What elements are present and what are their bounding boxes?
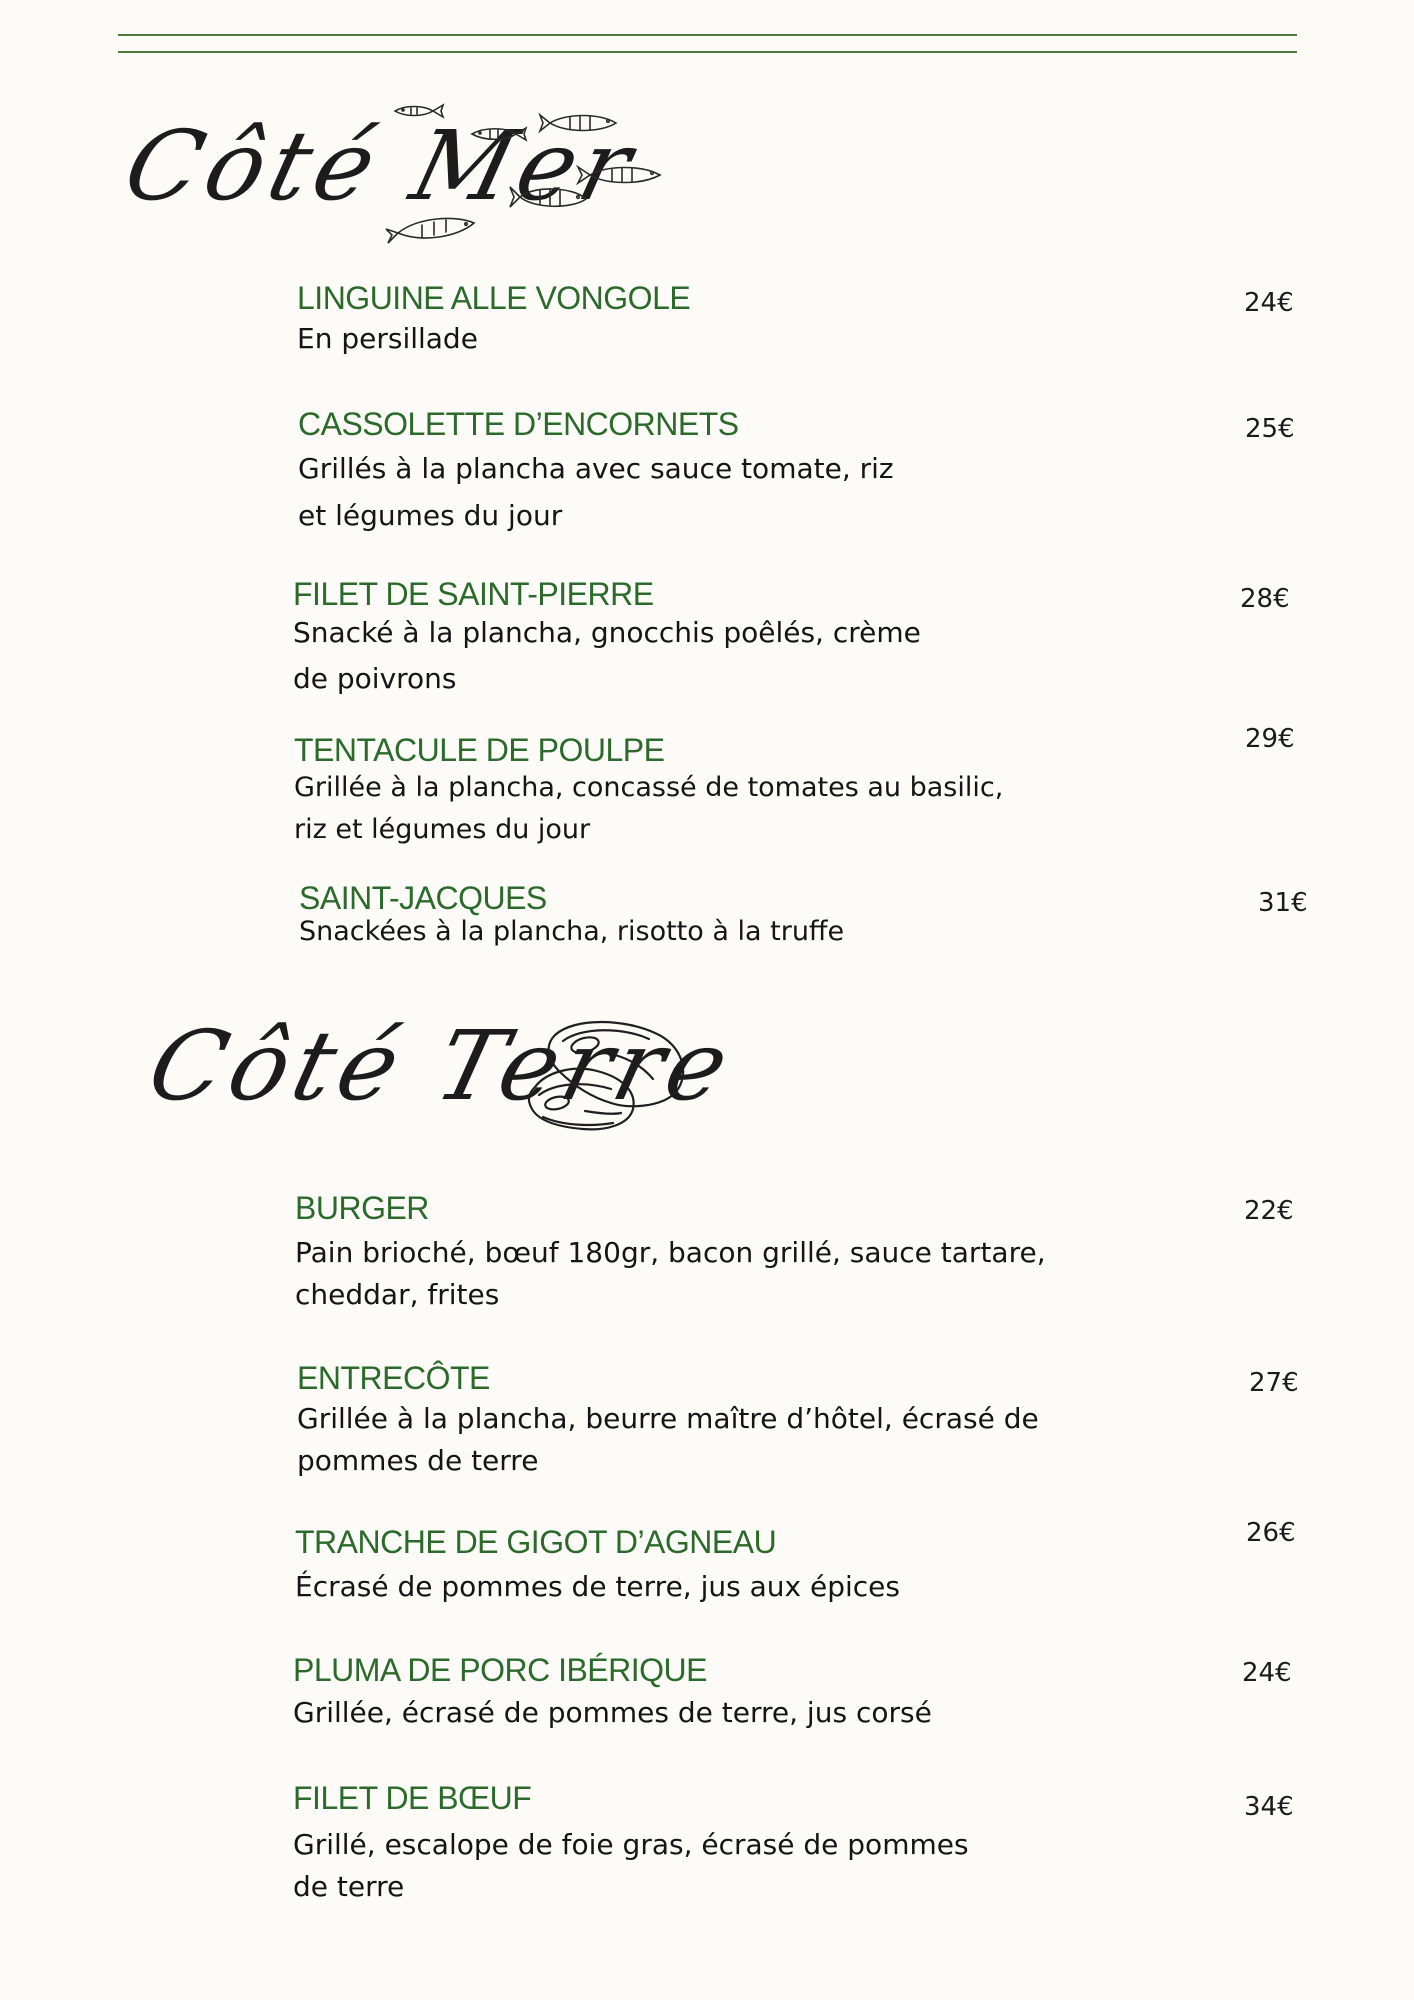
item-name: FILET DE SAINT-PIERRE — [293, 576, 654, 612]
fish-icon — [578, 167, 660, 183]
item-name: SAINT-JACQUES — [299, 880, 547, 916]
item-description: Écrasé de pommes de terre, jus aux épices — [295, 1570, 900, 1603]
fish-icon — [386, 218, 474, 243]
item-description: Grillé, escalope de foie gras, écrasé de pommes — [293, 1828, 969, 1861]
item-description: Snacké à la plancha, gnocchis poêlés, crème — [293, 616, 921, 649]
fish-icon — [540, 115, 616, 131]
item-price: 34€ — [1244, 1792, 1294, 1822]
item-name: FILET DE BŒUF — [293, 1780, 532, 1816]
item-description: cheddar, frites — [295, 1278, 500, 1311]
item-description: de terre — [293, 1870, 405, 1903]
fish-icon — [395, 105, 443, 117]
fish-school-icon — [380, 95, 680, 265]
item-name: TENTACULE DE POULPE — [294, 732, 665, 768]
top-rule-1 — [118, 34, 1297, 36]
item-description: Grillée à la plancha, beurre maître d’hôtel, écrasé de — [297, 1402, 1039, 1435]
fish-icon — [472, 128, 526, 140]
item-price: 26€ — [1246, 1518, 1296, 1548]
steak-icon — [525, 1015, 695, 1135]
item-price: 27€ — [1249, 1368, 1299, 1398]
item-name: CASSOLETTE D’ENCORNETS — [298, 406, 739, 442]
item-name: ENTRECÔTE — [297, 1360, 490, 1396]
item-name: LINGUINE ALLE VONGOLE — [297, 280, 691, 316]
item-description: Pain brioché, bœuf 180gr, bacon grillé, sauce tartare, — [295, 1236, 1046, 1269]
fish-icon — [510, 187, 586, 207]
item-price: 25€ — [1245, 414, 1295, 444]
item-description: pommes de terre — [297, 1444, 539, 1477]
item-description: Snackées à la plancha, risotto à la truffe — [299, 916, 845, 947]
top-rule-2 — [118, 51, 1297, 53]
item-description: de poivrons — [293, 662, 457, 695]
item-description: En persillade — [297, 322, 478, 355]
section-title-terre: Côté Terre — [138, 1010, 746, 1122]
item-name: TRANCHE DE GIGOT D’AGNEAU — [295, 1524, 777, 1560]
item-description: Grillée, écrasé de pommes de terre, jus corsé — [293, 1696, 932, 1729]
item-price: 24€ — [1242, 1658, 1292, 1688]
item-name: BURGER — [295, 1190, 429, 1226]
item-price: 31€ — [1258, 888, 1308, 918]
item-price: 29€ — [1245, 724, 1295, 754]
item-price: 28€ — [1240, 584, 1290, 614]
item-description: riz et légumes du jour — [294, 814, 591, 845]
item-price: 24€ — [1244, 288, 1294, 318]
item-description: Grillés à la plancha avec sauce tomate, riz — [298, 452, 894, 485]
section-title-mer: Côté Mer — [114, 110, 649, 222]
item-name: PLUMA DE PORC IBÉRIQUE — [293, 1652, 707, 1688]
item-price: 22€ — [1244, 1196, 1294, 1226]
item-description: Grillée à la plancha, concassé de tomates au basilic, — [294, 772, 1004, 803]
item-description: et légumes du jour — [298, 499, 563, 532]
